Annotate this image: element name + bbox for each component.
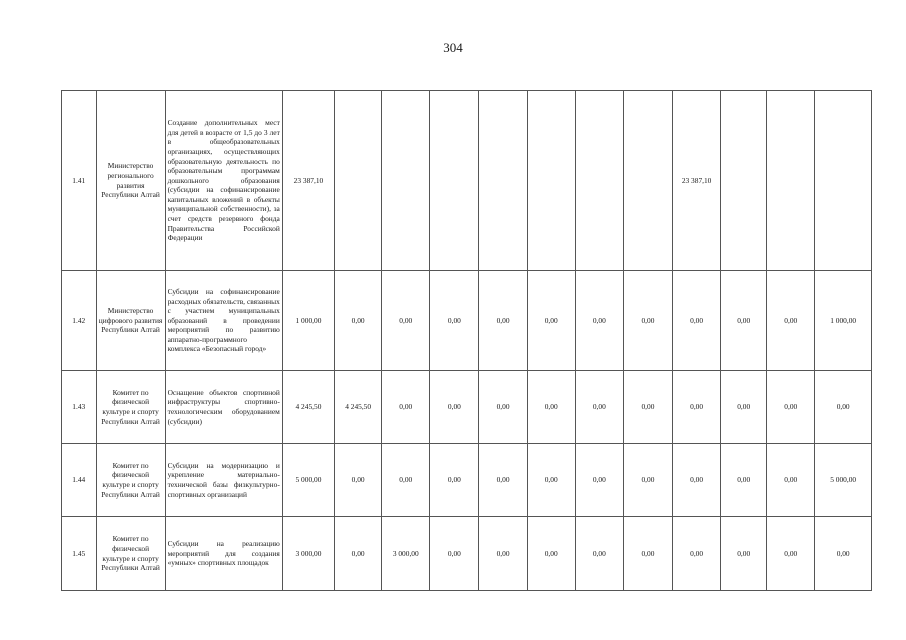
table-row: [62, 271, 872, 371]
amount-cell: 0,00: [721, 371, 767, 444]
amount-cell: 3 000,00: [382, 517, 430, 591]
amount-cell: 0,00: [527, 371, 575, 444]
amount-cell: 1 000,00: [815, 271, 872, 371]
row-number: 1.44: [62, 444, 97, 517]
organization-cell: Комитет по физической культуре и спорту Республики Алтай: [96, 517, 165, 591]
amount-cell: 0,00: [815, 371, 872, 444]
amount-cell: 0,00: [575, 371, 623, 444]
amount-cell: 0,00: [815, 517, 872, 591]
amount-cell: 0,00: [479, 444, 527, 517]
amount-cell: 4 245,50: [282, 371, 334, 444]
amount-cell: 1 000,00: [282, 271, 334, 371]
amount-cell: 0,00: [479, 271, 527, 371]
amount-cell: 0,00: [382, 271, 430, 371]
amount-cell: 0,00: [721, 271, 767, 371]
amount-cell: 0,00: [479, 517, 527, 591]
amount-cell: 0,00: [623, 271, 672, 371]
amount-cell: [767, 91, 815, 271]
amount-cell: 0,00: [623, 371, 672, 444]
amount-cell: 0,00: [335, 517, 382, 591]
amount-cell: 5 000,00: [282, 444, 334, 517]
amount-cell: 0,00: [430, 444, 479, 517]
amount-cell: [575, 91, 623, 271]
budget-table: [61, 90, 872, 591]
description-cell: Создание дополнительных мест для детей в возрасте от 1,5 до 3 лет в общеобразовательных организациях, осуществляющих образовательную деятельность по образовательным программам дошкольного образования (субсидии на софинансирование капитальных вложений в объекты муниципальной собственности), за счет средств резервного фонда Правительства Российской Федерации: [165, 91, 282, 271]
amount-cell: [479, 91, 527, 271]
amount-cell: 0,00: [335, 444, 382, 517]
amount-cell: 0,00: [335, 271, 382, 371]
amount-cell: 0,00: [527, 444, 575, 517]
amount-cell: 0,00: [673, 444, 721, 517]
amount-cell: 0,00: [721, 444, 767, 517]
row-number: 1.42: [62, 271, 97, 371]
amount-cell: [382, 91, 430, 271]
organization-cell: Министерство регионального развития Республики Алтай: [96, 91, 165, 271]
amount-cell: 0,00: [479, 371, 527, 444]
amount-cell: 0,00: [767, 444, 815, 517]
amount-cell: 0,00: [673, 517, 721, 591]
amount-cell: 5 000,00: [815, 444, 872, 517]
table-row: [62, 371, 872, 444]
amount-cell: 0,00: [673, 271, 721, 371]
organization-cell: Комитет по физической культуре и спорту Республики Алтай: [96, 371, 165, 444]
amount-cell: 0,00: [430, 517, 479, 591]
amount-cell: 0,00: [721, 517, 767, 591]
amount-cell: 0,00: [623, 444, 672, 517]
amount-cell: 0,00: [673, 371, 721, 444]
amount-cell: 0,00: [430, 371, 479, 444]
page-number: 304: [443, 40, 463, 55]
table-row: [62, 517, 872, 591]
table-row: [62, 91, 872, 271]
description-cell: Субсидии на модернизацию и укрепление материально-технической базы физкультурно-спортивных организаций: [165, 444, 282, 517]
amount-cell: [335, 91, 382, 271]
description-cell: Субсидии на реализацию мероприятий для создания «умных» спортивных площадок: [165, 517, 282, 591]
amount-cell: [430, 91, 479, 271]
amount-cell: [721, 91, 767, 271]
amount-cell: 0,00: [575, 271, 623, 371]
amount-cell: [623, 91, 672, 271]
amount-cell: 23 387,10: [282, 91, 334, 271]
amount-cell: [815, 91, 872, 271]
row-number: 1.43: [62, 371, 97, 444]
description-cell: Субсидии на софинансирование расходных обязательств, связанных с участием муниципальных образований в проведении мероприятий по развитию аппаратно-программного комплекса «Безопасный город»: [165, 271, 282, 371]
row-number: 1.45: [62, 517, 97, 591]
organization-cell: Министерство цифрового развития Республики Алтай: [96, 271, 165, 371]
amount-cell: 0,00: [382, 371, 430, 444]
amount-cell: 0,00: [623, 517, 672, 591]
description-cell: Оснащение объектов спортивной инфраструктуры спортивно-технологическим оборудованием (субсидии): [165, 371, 282, 444]
amount-cell: 0,00: [767, 517, 815, 591]
table-row: [62, 444, 872, 517]
amount-cell: 4 245,50: [335, 371, 382, 444]
row-number: 1.41: [62, 91, 97, 271]
amount-cell: 0,00: [767, 371, 815, 444]
organization-cell: Комитет по физической культуре и спорту Республики Алтай: [96, 444, 165, 517]
amount-cell: 0,00: [430, 271, 479, 371]
amount-cell: 0,00: [382, 444, 430, 517]
amount-cell: [527, 91, 575, 271]
amount-cell: 0,00: [575, 444, 623, 517]
amount-cell: 0,00: [527, 517, 575, 591]
amount-cell: 0,00: [767, 271, 815, 371]
amount-cell: 0,00: [527, 271, 575, 371]
amount-cell: 0,00: [575, 517, 623, 591]
amount-cell: 23 387,10: [673, 91, 721, 271]
amount-cell: 3 000,00: [282, 517, 334, 591]
